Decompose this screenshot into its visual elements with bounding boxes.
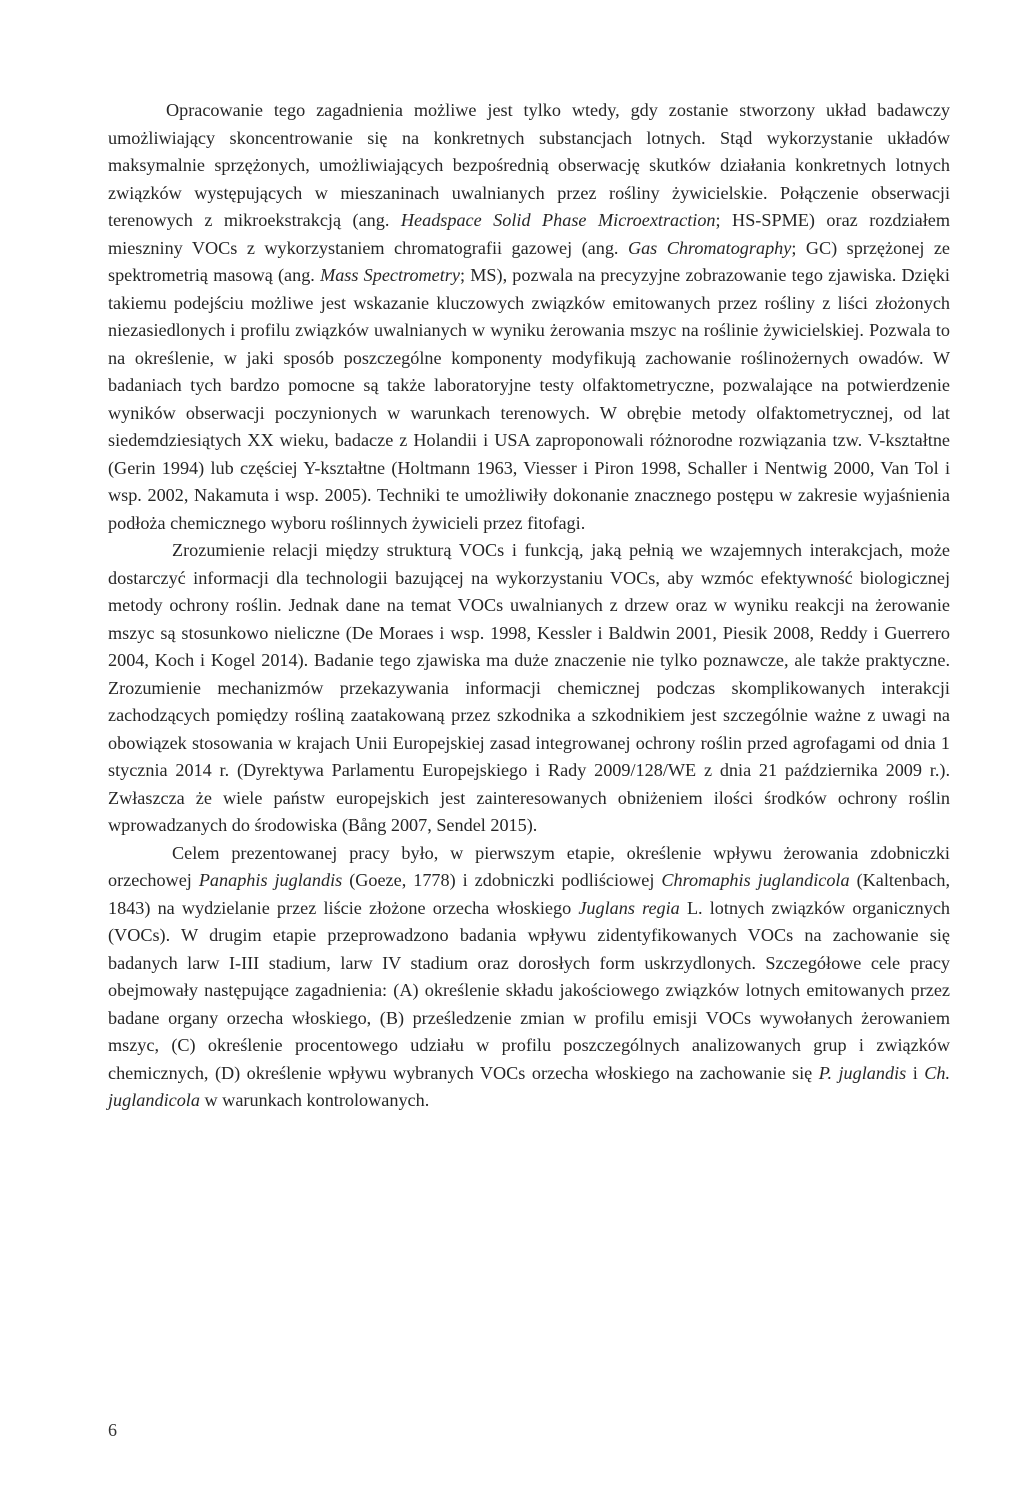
italic-term: Gas Chromatography: [627, 237, 792, 258]
paragraph-1: [108, 97, 950, 537]
text-run: ; HS-SPME) oraz rozdziałem mieszniny VOCs z wykorzystaniem chromatografii gazowej (ang.: [108, 210, 950, 258]
text-run: Celem prezentowanej pracy było, w pierwszym etapie, określenie wpływu żerowania zdobniczki orzechowej: [108, 842, 950, 890]
page-number: 6: [108, 1420, 117, 1440]
italic-term: Ch. juglandicola: [108, 1062, 950, 1110]
italic-term: P. juglandis: [818, 1062, 907, 1083]
paragraph-2: [108, 537, 950, 840]
italic-term: Panaphis juglandis: [198, 870, 343, 890]
text-run: Zrozumienie relacji między strukturą VOCs i funkcją, jaką pełnią we wzajemnych interakcjach, może dostarczyć informacji dla technologii bazującej na wykorzystaniu VOCs, aby wzmóc efektywność biologicznej metody ochrony roślin. Jednak dane na temat VOCs uwalnianych z drzew oraz w wyniku reakcji na żerowanie mszyc są stosunkowo nieliczne (De Moraes i wsp. 1998, Kessler i Baldwin 2001, Piesik 2008, Reddy i Guerrero 2004, Koch i Kogel 2014). Badanie tego zjawiska ma duże znaczenie nie tylko poznawcze, ale także praktyczne. Zrozumienie mechanizmów przekazywania informacji chemicznej podczas skomplikowanych interakcji zachodzących pomiędzy rośliną zaatakowaną przez szkodnika a szkodnikiem jest szczególnie ważne z uwagi na obowiązek stosowania w krajach Unii Europejskiej zasad integrowanej ochrony roślin przed agrofagami od dnia 1 stycznia 2014 r. (Dyrektywa Parlamentu Europejskiego i Rady 2009/128/WE z dnia 21 października 2009 r.). Zwłaszcza że wiele państw europejskich jest zainteresowanych obniżeniem ilości środków ochrony roślin wprowadzanych do środowiska (Bång 2007, Sendel 2015).: [108, 540, 950, 835]
text-run: L. lotnych związków organicznych (VOCs). W drugim etapie przeprowadzono badania wpływu zidentyfikowanych VOCs na zachowanie się badanych larw I-III stadium, larw IV stadium oraz dorosłych form uskrzydlonych. Szczegółowe cele pracy obejmowały następujące zagadnienia: (A) określenie składu jakościowego związków lotnych emitowanych przez badane organy orzecha włoskiego, (B) prześledzenie zmian w profilu emisji VOCs wywołanych żerowaniem mszyc, (C) określenie procentowego udziału w profilu poszczególnych analizowanych grup i związków chemicznych, (D) określenie wpływu wybranych VOCs orzecha włoskiego na zachowanie się: [108, 897, 950, 1083]
text-run: w warunkach kontrolowanych.: [199, 1090, 430, 1110]
text-run: ; GC) sprzężonej ze spektrometrią masową (ang.: [108, 237, 950, 285]
italic-term: Mass Spectrometry: [320, 265, 460, 285]
text-run: (Goeze, 1778) i zdobniczki podliściowej: [342, 870, 662, 890]
text-run: Opracowanie tego zagadnienia możliwe jest tylko wtedy, gdy zostanie stworzony układ badawczy umożliwiający skoncentrowanie się na konkretnych substancjach lotnych. Stąd wykorzystanie układów maksymalnie sprzężonych, umożliwiających bezpośrednią obserwację skutków działania konkretnych lotnych związków występujących w mieszaninach uwalnianych przez rośliny żywicielskie. Połączenie obserwacji terenowych z mikroekstrakcją (ang.: [108, 100, 950, 230]
italic-term: Chromaphis juglandicola: [661, 870, 850, 890]
document-body: [108, 97, 950, 1115]
paragraph-3: [108, 840, 950, 1115]
text-run: ; MS), pozwala na precyzyjne zobrazowanie tego zjawiska. Dzięki takiemu podejściu możliwe jest wskazanie kluczowych związków emitowanych przez rośliny z liści złożonych niezasiedlonych i profilu związków uwalnianych w wyniku żerowania mszyc na roślinie żywicielskiej. Pozwala to na określenie, w jaki sposób poszczególne komponenty modyfikują zachowanie roślinożernych owadów. W badaniach tych bardzo pomocne są także laboratoryjne testy olfaktometryczne, pozwalające na potwierdzenie wyników obserwacji poczynionych w warunkach terenowych. W obrębie metody olfaktometrycznej, od lat siedemdziesiątych XX wieku, badacze z Holandii i USA zaproponowali różnorodne rozwiązania tzw. V-kształtne (Gerin 1994) lub częściej Y-kształtne (Holtmann 1963, Viesser i Piron 1998, Schaller i Nentwig 2000, Van Tol i wsp. 2002, Nakamuta i wsp. 2005). Techniki te umożliwiły dokonanie znacznego postępu w zakresie wyjaśnienia podłoża chemicznego wyboru roślinnych żywicieli przez fitofagi.: [108, 265, 950, 533]
text-run: (Kaltenbach, 1843) na wydzielanie przez liście złożone orzecha włoskiego: [108, 870, 950, 918]
italic-term: Juglans regia: [578, 897, 680, 918]
italic-term: Headspace Solid Phase Microextraction: [400, 210, 716, 230]
text-run: i: [906, 1062, 925, 1083]
